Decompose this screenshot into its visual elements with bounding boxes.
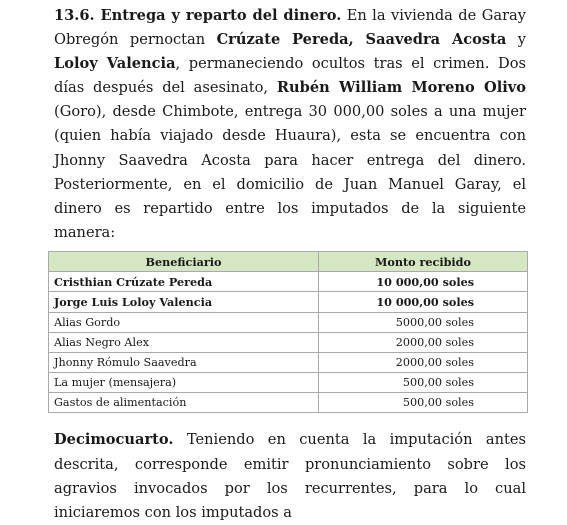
paragraph-names-2: Loloy Valencia [54,55,176,73]
paragraph-names-3: Rubén William Moreno Olivo [276,79,527,97]
amount-cell: 10 000,00 soles [319,272,528,292]
document-page [54,0,526,525]
table-row [49,272,528,292]
amount-cell: 500,00 soles [319,373,528,393]
beneficiary-cell: Gastos de alimentación [49,393,319,413]
amount-cell: 10 000,00 soles [319,292,528,312]
table-header-row [49,251,528,271]
beneficiary-cell: La mujer (mensajera) [49,373,319,393]
table-body [49,272,528,413]
header-beneficiary: Beneficiario [49,251,319,271]
table-row [49,332,528,352]
amount-cell: 5000,00 soles [319,312,528,332]
section-paragraph [54,0,526,245]
beneficiary-cell: Jhonny Rómulo Saavedra [49,352,319,372]
table-row [49,393,528,413]
paragraph-text-2: y [506,31,526,49]
beneficiary-cell: Alias Negro Alex [49,332,319,352]
paragraph-names-1: Crúzate Pereda, Saavedra Acosta [216,31,507,49]
table-row [49,373,528,393]
amount-cell: 500,00 soles [319,393,528,413]
section-heading: 13.6. Entrega y reparto del dinero. [54,7,342,24]
paragraph-text-4: (Goro), desde Chimbote, entrega 30 000,00 soles a una mujer (quien había viajado desde Huaura), esta se encuentra con Jhonny Saavedra Acosta para hacer entrega del dinero. Posteriormente, en el domicilio de Juan Manuel Garay, el dinero es repartido entre los imputados de la siguiente manera: [54,103,526,241]
closing-paragraph [54,428,526,524]
table-row [49,292,528,312]
amount-cell: 2000,00 soles [319,332,528,352]
amount-cell: 2000,00 soles [319,352,528,372]
beneficiary-cell: Cristhian Crúzate Pereda [49,272,319,292]
table-row [49,312,528,332]
header-amount: Monto recibido [319,251,528,271]
beneficiary-cell: Alias Gordo [49,312,319,332]
beneficiary-cell: Jorge Luis Loloy Valencia [49,292,319,312]
closing-heading: Decimocuarto. [54,431,174,449]
paragraph-text-3: , permaneciendo ocultos tras el crimen. Dos días después del asesinato, [54,55,526,97]
distribution-table [48,251,528,414]
table-row [49,352,528,372]
paragraph-text-1: En la vivienda de Garay Obregón pernoctan [54,7,526,49]
closing-text: Teniendo en cuenta la imputación antes descrita, corresponde emitir pronunciamiento sobre los agravios invocados por los recurrentes, para lo cual iniciaremos con los imputados a [54,431,526,521]
